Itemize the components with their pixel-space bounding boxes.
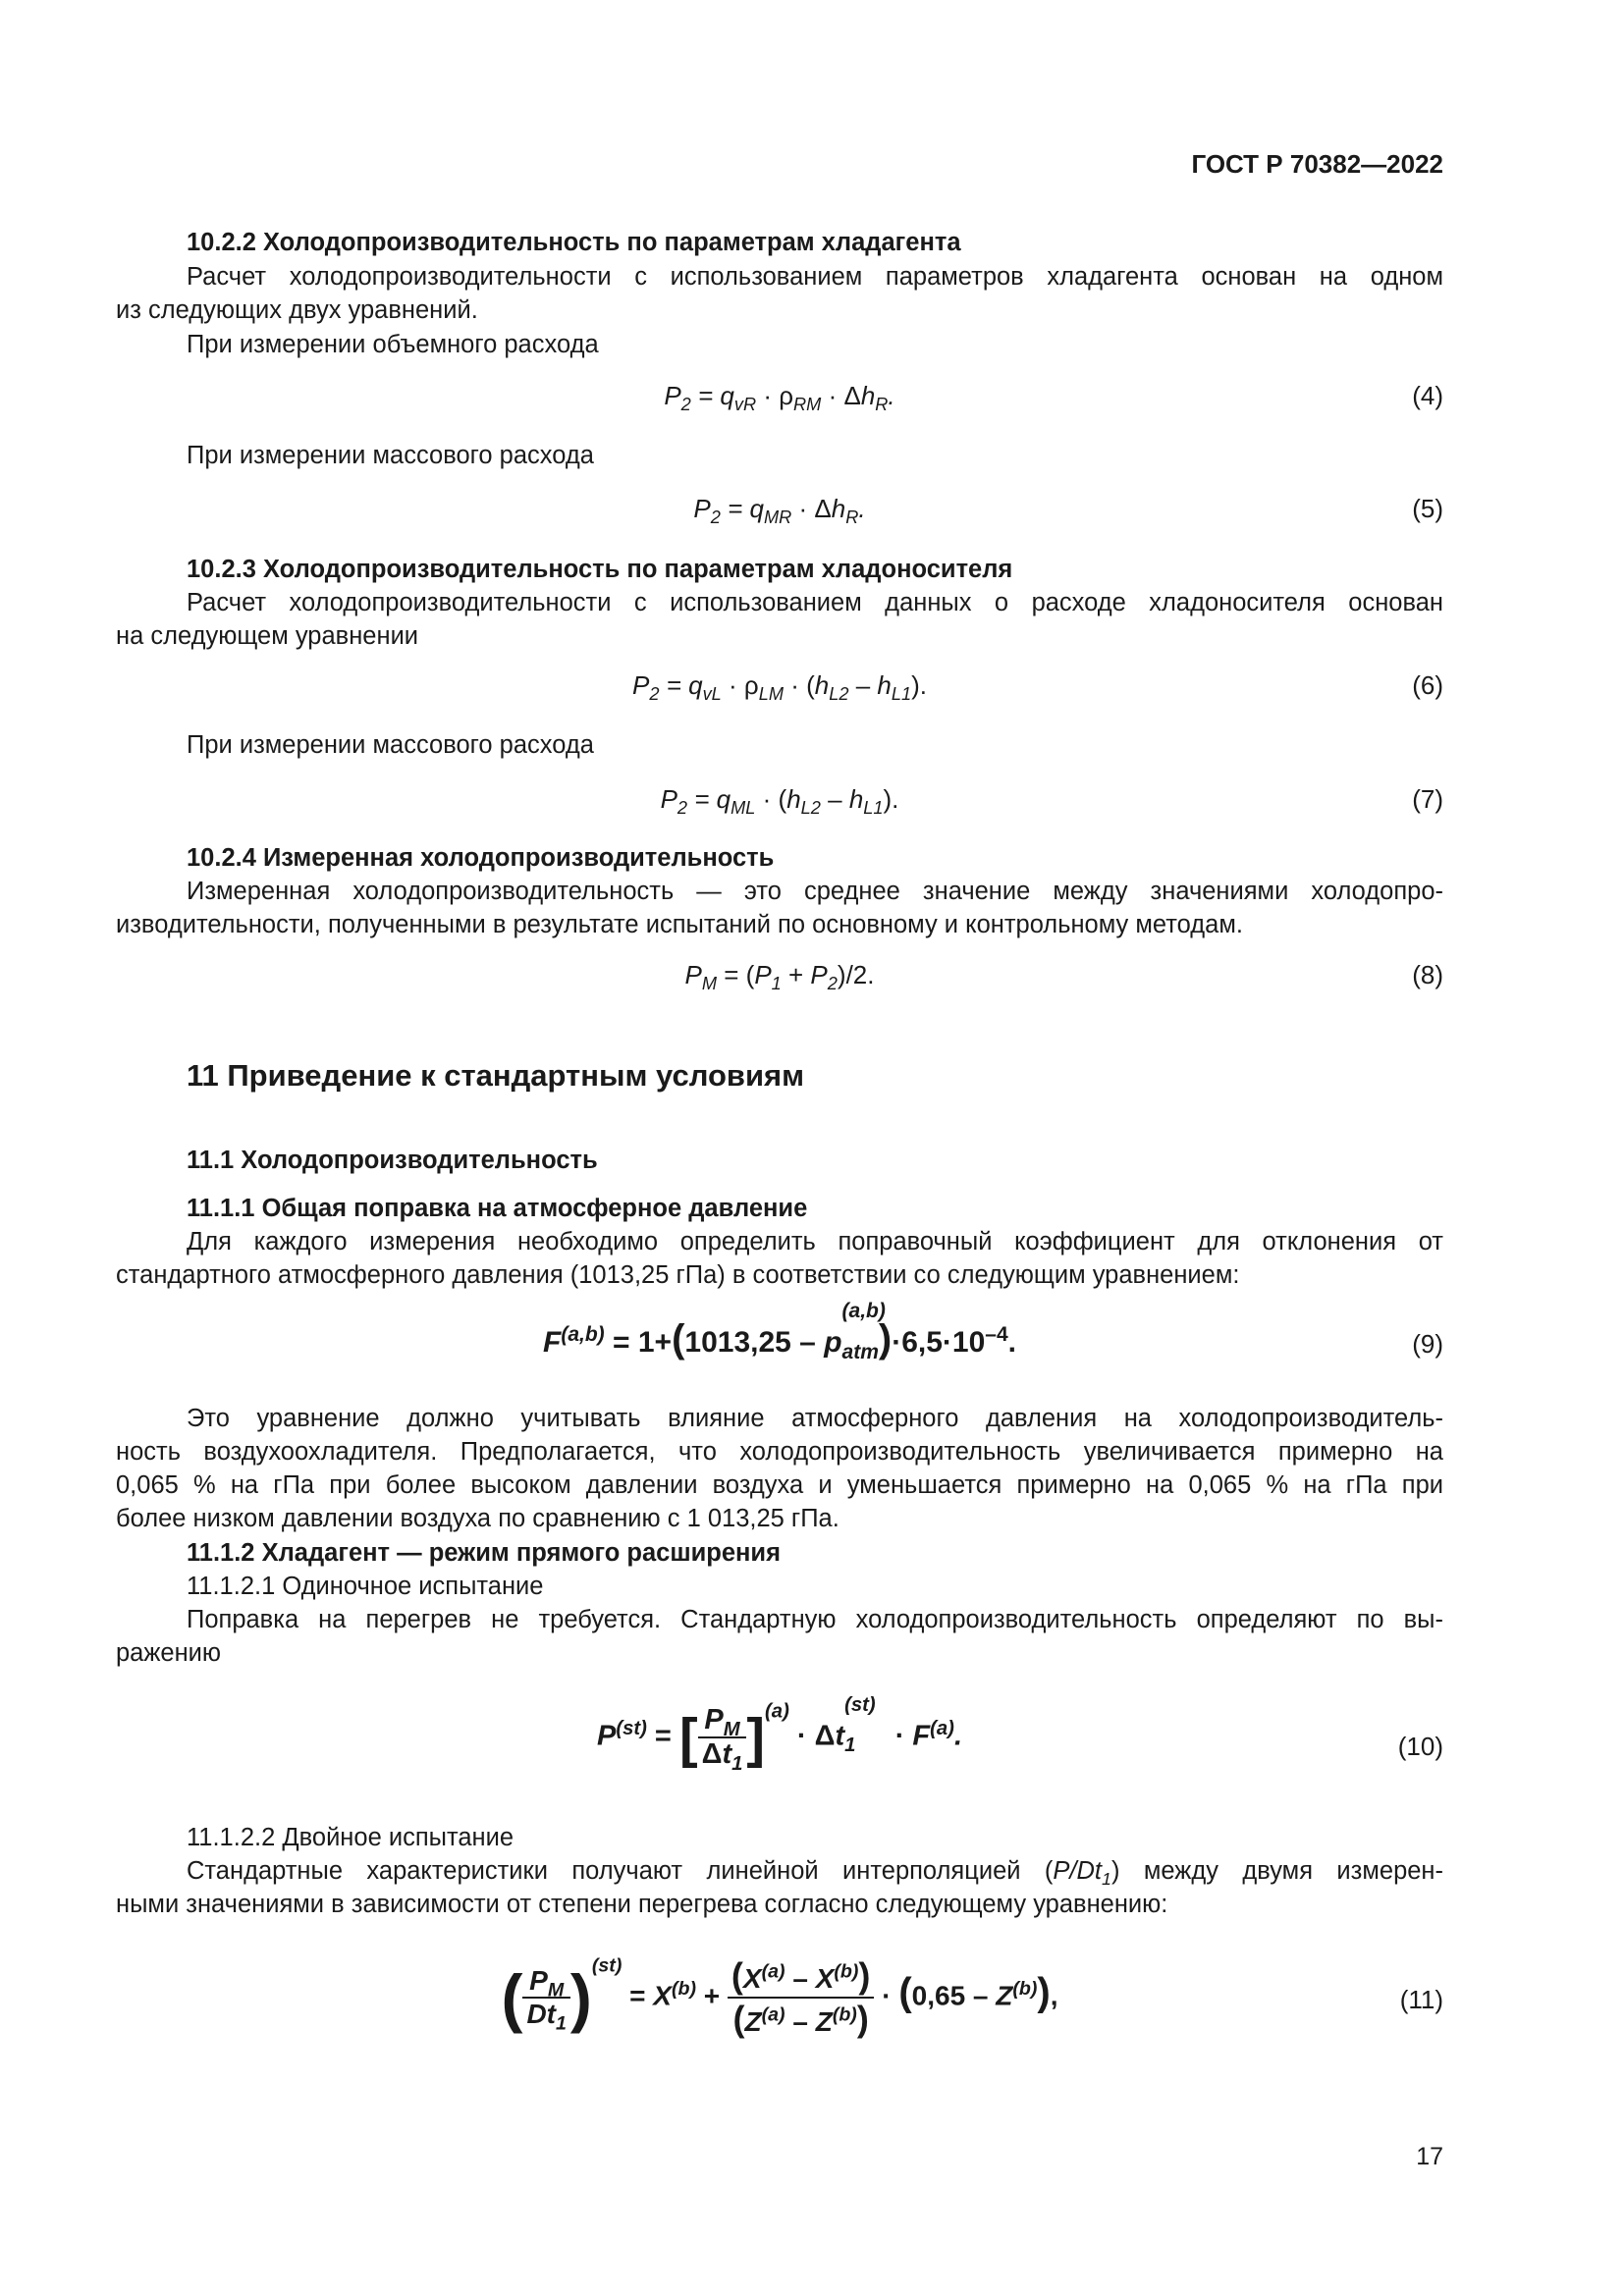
equation-11-number: (11) (1399, 1985, 1443, 2014)
section-11-1-1-title: 11.1.1 Общая поправка на атмосферное давление (187, 1195, 808, 1222)
section-11-1-2-1-text-line2: ражению (116, 1639, 222, 1667)
equation-4 (116, 381, 1443, 440)
equation-9-number: (9) (1412, 1329, 1443, 1359)
mass-flow-label-2: При измерении массового расхода (187, 731, 594, 759)
equation-7-number: (7) (1412, 784, 1443, 814)
equation-9-formula: F$^{(a,b)}$ = 1+(1013,25 – p $_{(a,b) atm})\cdot 6,5\cdot 10^{-4}$. (543, 1300, 1016, 1363)
mass-flow-label: При измерении массового расхода (187, 442, 594, 469)
section-11-1-2-2-text-pre: Стандартные характеристики получают линейной интерполяцией ( (187, 1857, 1054, 1885)
volumetric-flow-label: При измерении объемного расхода (187, 331, 599, 358)
equation-6-number: (6) (1412, 670, 1443, 700)
section-11-1-1-para2-line4: более низком давлении воздуха по сравнению с 1 013,25 гПа. (116, 1505, 839, 1532)
document-header-id: ГОСТ Р 70382—2022 (1191, 149, 1443, 179)
section-11-1-2-1-title: 11.1.2.1 Одиночное испытание (187, 1573, 544, 1600)
section-11-1-2-1-text-line1: Поправка на перегрев не требуется. Стандартную холодопроизводительность определяют по вы- (187, 1606, 1443, 1633)
section-11-1-1-para2-line3: 0,065 % на гПа при более высоком давлении воздуха и уменьшается примерно на 0,065 % на гПа при (116, 1471, 1443, 1499)
section-10-2-4-title: 10.2.4 Измеренная холодопроизводительность (187, 844, 775, 872)
section-10-2-3-title: 10.2.3 Холодопроизводительность по параметрам хладоносителя (187, 556, 1013, 583)
section-11-1-2-2-text-post: ) между двумя измерен- (1110, 1857, 1444, 1885)
equation-4-number: (4) (1412, 381, 1443, 410)
equation-10 (116, 1694, 1443, 1792)
section-10-2-3-text-line2: на следующем уравнении (116, 622, 419, 650)
section-10-2-4-text-line1: Измеренная холодопроизводительность — это среднее значение между значениями холодопро- (187, 878, 1443, 905)
section-11-heading: 11 Приведение к стандартным условиям (187, 1058, 805, 1093)
equation-11 (116, 1944, 1443, 2061)
equation-6-formula: $P_2 = q_{vL} \cdot \rho_{LM} \cdot (h_{L2} - h_{L1})$. (632, 670, 927, 705)
equation-11-formula: ( $\frac{P_M}{Dt_1}$ )$^{(st)} = X^{(b)}$ + $\frac{(X^{(a)} - X^{(b)})}{(Z^{(a)} - Z^{(b)})}$ · $(0,65 - Z^{(b)})$, (501, 1954, 1058, 2039)
section-11-1-title: 11.1 Холодопроизводительность (187, 1147, 598, 1174)
section-10-2-4-text-line2: изводительности, полученными в результате испытаний по основному и контрольному методам. (116, 911, 1243, 938)
equation-6 (116, 670, 1443, 729)
section-10-2-2-text-line2: из следующих двух уравнений. (116, 296, 478, 324)
section-11-1-2-title: 11.1.2 Хладагент — режим прямого расширения (187, 1539, 781, 1567)
equation-9 (116, 1300, 1443, 1382)
section-11-1-1-para2-line2: ность воздухоохладителя. Предполагается, что холодопроизводительность увеличивается примерно на (116, 1438, 1443, 1466)
section-11-1-2-2-title: 11.1.2.2 Двойное испытание (187, 1824, 514, 1851)
section-10-2-2-text-line1: Расчет холодопроизводительности с использованием параметров хладагента основан на одном (187, 263, 1443, 291)
page-number: 17 (1416, 2143, 1443, 2170)
section-11-1-1-text-line1: Для каждого измерения необходимо определить поправочный коэффициент для отклонения от (187, 1228, 1443, 1255)
equation-5-number: (5) (1412, 494, 1443, 523)
equation-5 (116, 494, 1443, 553)
equation-10-number: (10) (1397, 1732, 1443, 1761)
equation-10-formula: $P^{(st)}$ = [ $\frac{P_M}{\Delta t_1}$ ]$^{(a)}$ · Δt $_{(st) 1}$ · $F^{(a)}$. (596, 1694, 962, 1775)
section-11-1-1-text-line2: стандартного атмосферного давления (1013,25 гПа) в соответствии со следующим уравнением: (116, 1261, 1240, 1289)
section-10-2-2-title: 10.2.2 Холодопроизводительность по параметрам хладагента (187, 229, 961, 256)
equation-5-formula: $P_2 = q_{MR} \cdot \Delta h_R$. (693, 494, 866, 528)
ratio-symbol: $P/Dt_1$ (1053, 1857, 1111, 1890)
equation-7-formula: $P_2 = q_{ML} \cdot (h_{L2} - h_{L1})$. (660, 784, 899, 819)
equation-8-formula: $P_M = (P_1 + P_2)/2$. (684, 960, 875, 994)
section-11-1-2-2-text-line2: ными значениями в зависимости от степени перегрева согласно следующему уравнению: (116, 1891, 1168, 1918)
section-11-1-2-2-text-line1 (116, 1854, 1443, 1888)
equation-8-number: (8) (1412, 960, 1443, 989)
section-11-1-1-para2-line1: Это уравнение должно учитывать влияние атмосферного давления на холодопроизводитель- (187, 1405, 1443, 1432)
equation-7 (116, 784, 1443, 843)
equation-4-formula: $P_2 = q_{vR} \cdot \rho_{RM} \cdot \Delta h_R$. (664, 381, 895, 415)
section-10-2-3-text-line1: Расчет холодопроизводительности с использованием данных о расходе хладоносителя основан (187, 589, 1443, 616)
equation-8 (116, 960, 1443, 1019)
